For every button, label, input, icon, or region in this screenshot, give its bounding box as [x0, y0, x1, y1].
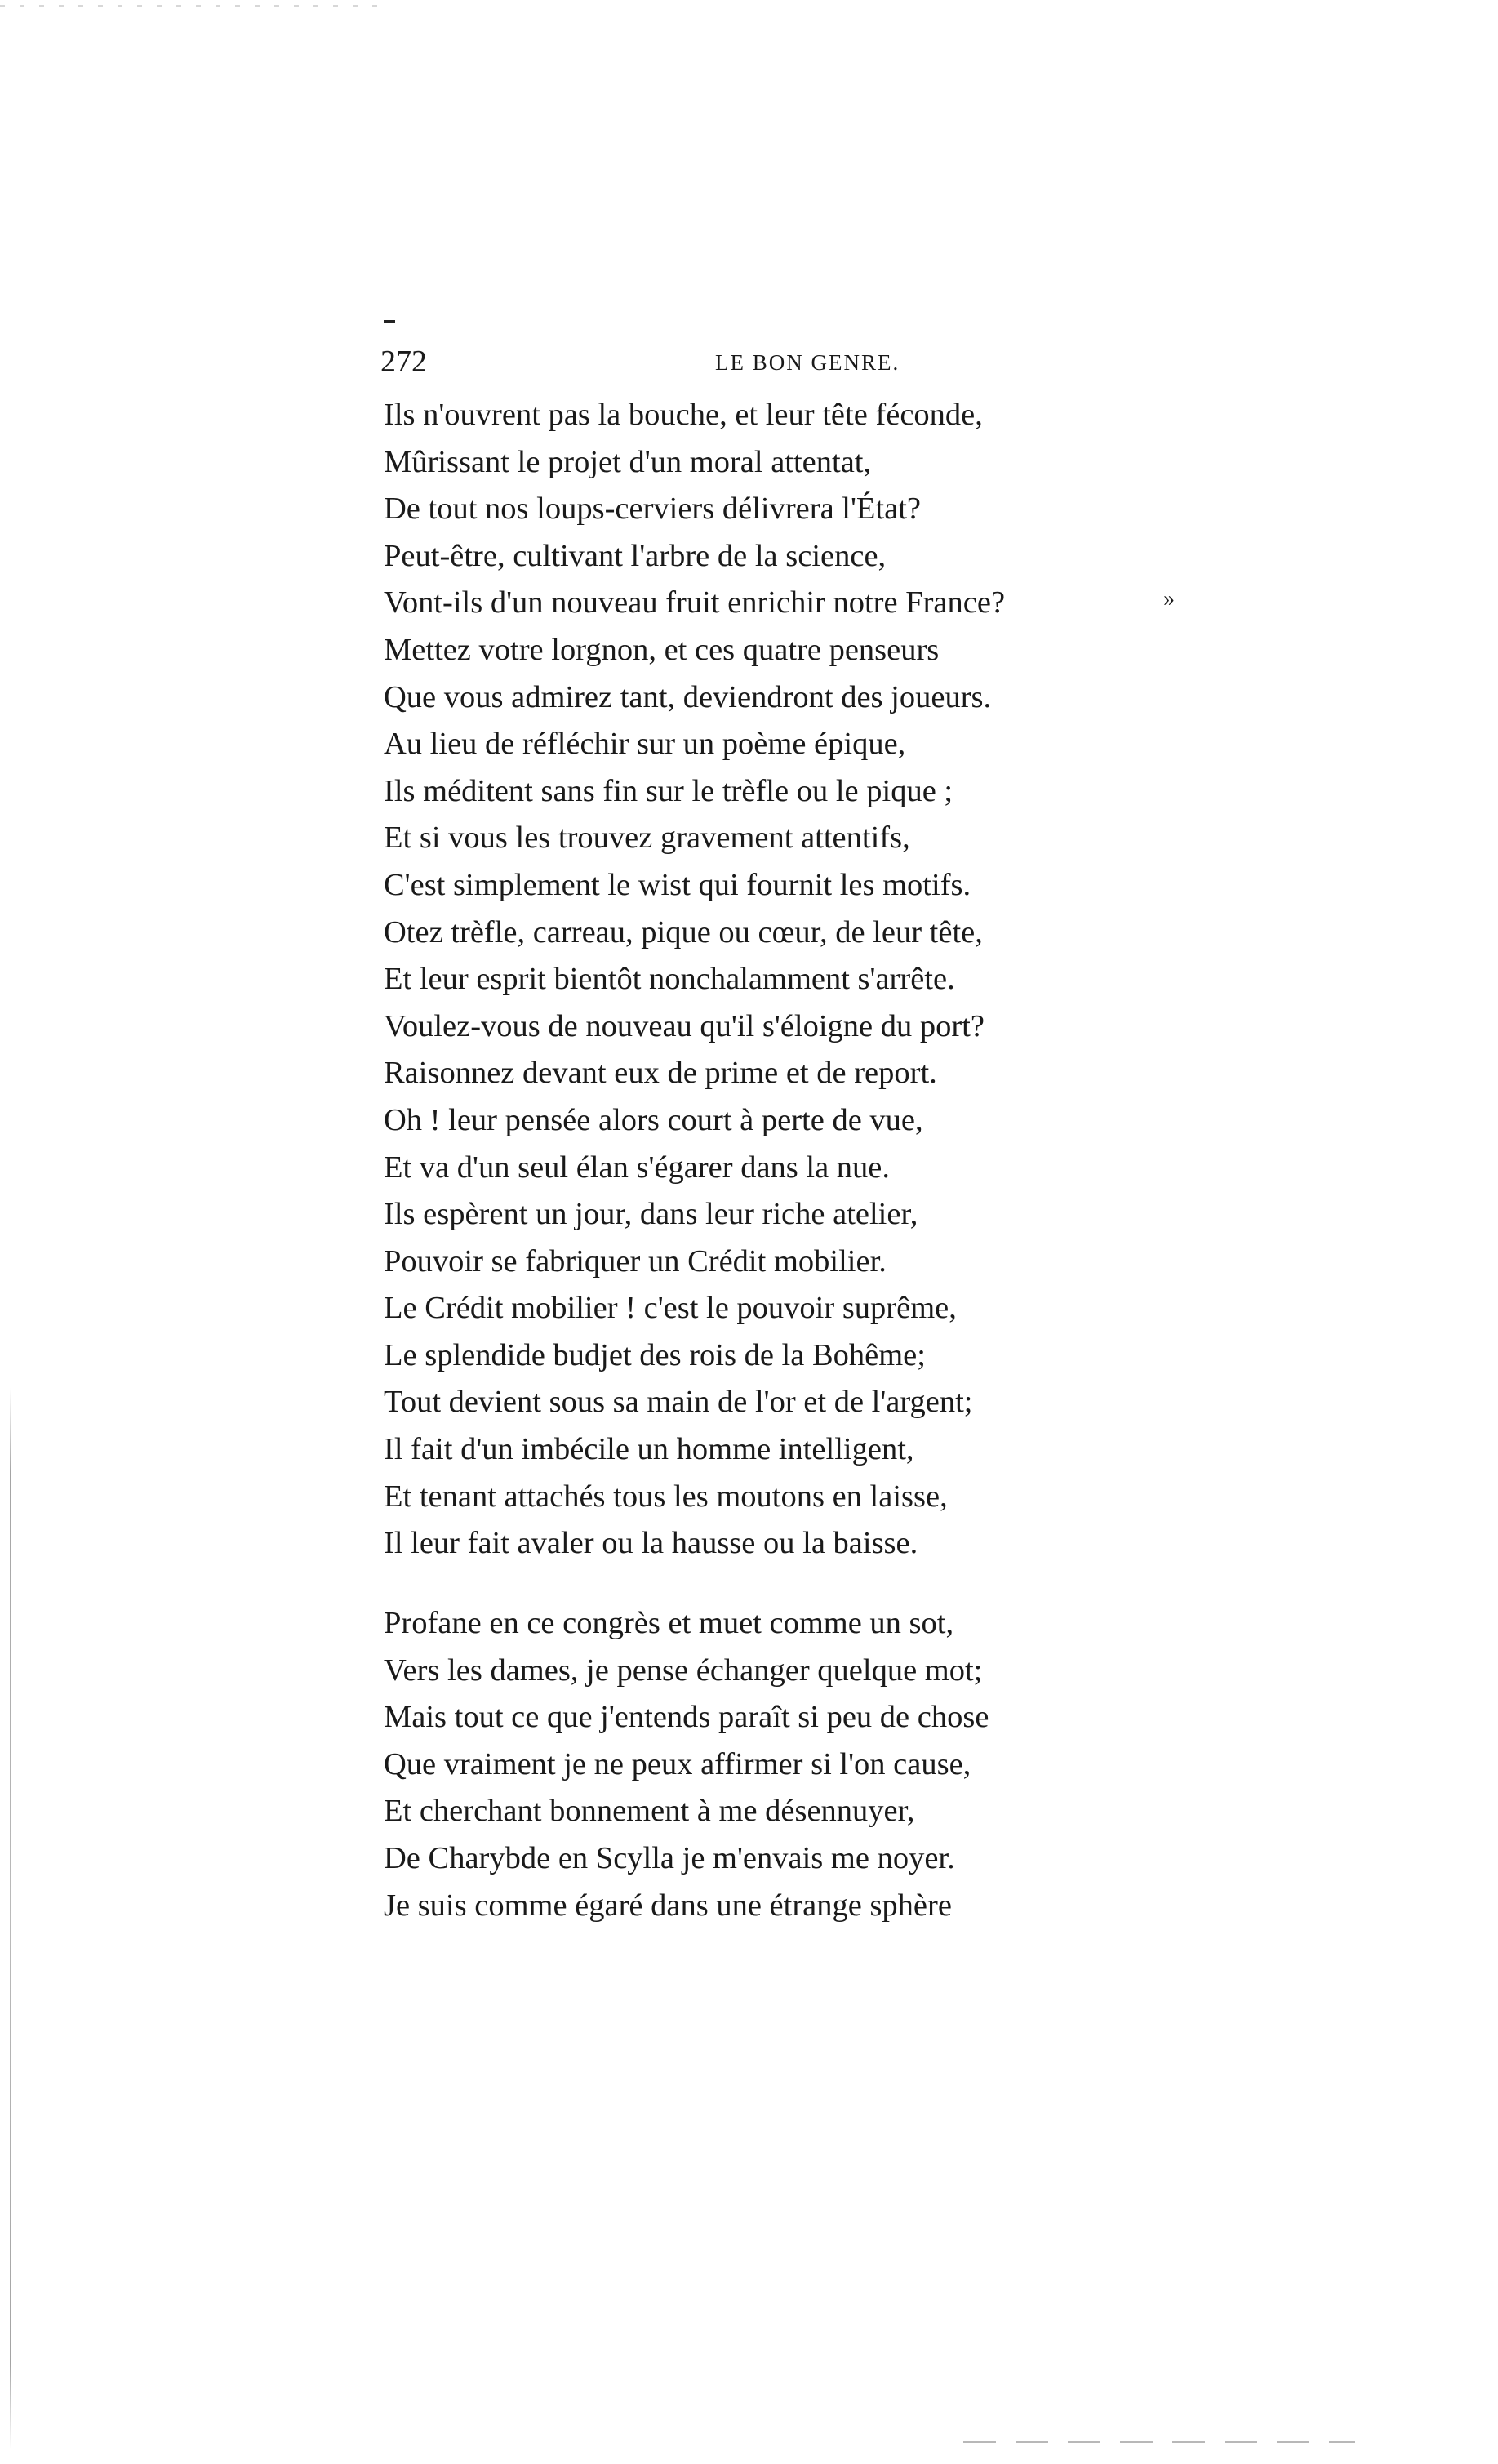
verse-line: Mettez votre lorgnon, et ces quatre penseurs [384, 632, 940, 667]
verse-line: Ils n'ouvrent pas la bouche, et leur tête féconde, [384, 398, 983, 432]
stanza-1 [384, 392, 1005, 1568]
verse-line: Que vraiment je ne peux affirmer si l'on cause, [384, 1746, 971, 1781]
verse-line: Et cherchant bonnement à me désennuyer, [384, 1794, 915, 1829]
verse-line: Et tenant attachés tous les moutons en laisse, [384, 1479, 948, 1514]
verse-line: Il fait d'un imbécile un homme intelligent, [384, 1432, 914, 1467]
verse-line: Ils espèrent un jour, dans leur riche atelier, [384, 1197, 918, 1232]
verse-line: Au lieu de réfléchir sur un poème épique, [384, 727, 906, 762]
verse-line: Vont-ils d'un nouveau fruit enrichir notre France? [384, 585, 1006, 620]
verse-line: Tout devient sous sa main de l'or et de l'argent; [384, 1385, 973, 1420]
running-title: LE BON GENRE. [715, 350, 900, 375]
verse-line: Il leur fait avaler ou la hausse ou la baisse. [384, 1526, 918, 1561]
verse-line: Et si vous les trouvez gravement attentifs, [384, 821, 910, 856]
verse-line: C'est simplement le wist qui fournit les motifs. [384, 867, 971, 902]
page-header [380, 341, 1197, 382]
verse-line: Et leur esprit bientôt nonchalamment s'arrête. [384, 962, 955, 997]
stanza-2 [384, 1600, 989, 1929]
verse-line: Mûrissant le projet d'un moral attentat, [384, 444, 872, 479]
page-number: 272 [380, 345, 427, 379]
verse-line: Le splendide budjet des rois de la Bohême; [384, 1337, 926, 1372]
verse-line: De tout nos loups-cerviers délivrera l'État? [384, 491, 921, 527]
verse-line: Mais tout ce que j'entends paraît si peu de chose [384, 1700, 989, 1735]
verse-line: Le Crédit mobilier ! c'est le pouvoir suprême, [384, 1291, 957, 1326]
verse-line: Et va d'un seul élan s'égarer dans la nue. [384, 1150, 891, 1185]
page-mark [384, 320, 395, 323]
scan-edge-bottom [963, 2441, 1355, 2443]
verse-line: De Charybde en Scylla je m'envais me noyer. [384, 1840, 955, 1875]
verse-line: Que vous admirez tant, deviendront des joueurs. [384, 679, 992, 714]
verse-line: Voulez-vous de nouveau qu'il s'éloigne du port? [384, 1008, 985, 1043]
verse-line: Vers les dames, je pense échanger quelque mot; [384, 1652, 983, 1688]
verse-line: Pouvoir se fabriquer un Crédit mobilier. [384, 1243, 887, 1279]
verse-line: Otez trèfle, carreau, pique ou cœur, de leur tête, [384, 914, 983, 950]
scan-edge-top [0, 5, 392, 7]
verse-line: Raisonnez devant eux de prime et de report. [384, 1056, 937, 1091]
closing-quote-mark: » [1163, 586, 1175, 612]
verse-line: Peut-être, cultivant l'arbre de la science, [384, 538, 887, 573]
verse-line: Je suis comme égaré dans une étrange sphère [384, 1888, 952, 1923]
scan-edge-left [10, 1388, 11, 2449]
verse-line: Ils méditent sans fin sur le trèfle ou le pique ; [384, 773, 953, 808]
verse-line: Profane en ce congrès et muet comme un sot, [384, 1606, 954, 1640]
verse-line: Oh ! leur pensée alors court à perte de vue, [384, 1102, 923, 1137]
